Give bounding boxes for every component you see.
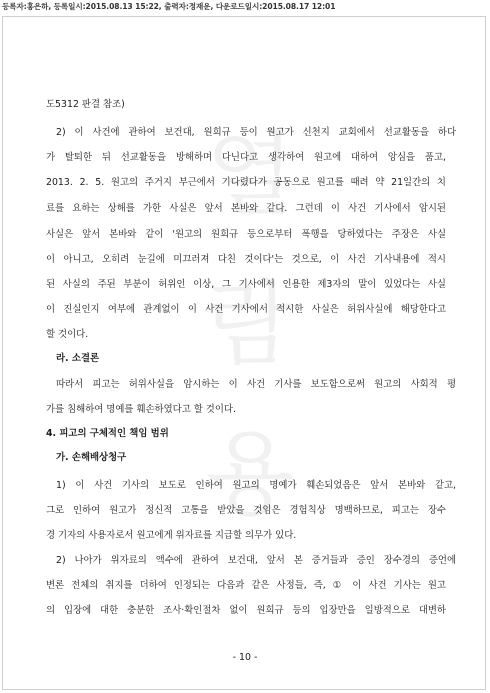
body-line: 이 진실인지 여부에 관계없이 이 사건 기사에서 적시한 사실은 허위사실에 해당한다고	[46, 304, 446, 315]
watermark-char-1: 열	[205, 121, 295, 228]
body-line: 2013. 2. 5. 원고의 주거지 부근에서 기다렸다가 공동으로 원고를 때려 약 21일간의 치	[46, 177, 446, 188]
body-line: 가를 침해하여 명예를 훼손하였다고 할 것이다.	[46, 404, 236, 415]
body-line: 가 탈퇴한 뒤 선교활동을 방해하며 다닌다고 생각하여 원고에 대하여 앙심을 품고,	[46, 152, 446, 163]
section-heading: 라. 소결론	[56, 353, 100, 364]
body-line: 1) 이 사건 기사의 보도로 인하여 원고의 명예가 훼손되었음은 앞서 본바와 같고,	[56, 480, 456, 491]
body-line: 사실은 앞서 본바와 같이 '원고의 원희규 등으로부터 폭행을 당하였다는 주장은 사실	[46, 229, 446, 240]
body-line: 의 입장에 대한 충분한 조사·확인절차 없이 원희규 등의 입장만을 일방적으로 대변하	[46, 605, 446, 616]
body-line: 변론 전체의 취지를 더하여 인정되는 다음과 같은 사정들, 즉, ① 이 사건 기사는 원고	[46, 580, 446, 591]
body-line: 그로 인하여 원고가 정신적 고통을 받았을 것임은 경험칙상 명백하므로, 피고는 장수	[46, 505, 446, 516]
body-line: 료를 요하는 상해를 가한 사실은 앞서 본바와 같다. 그런데 이 사건 기사에서 암시된	[46, 203, 446, 214]
body-line: 경 기자의 사용자로서 원고에게 위자료를 지급할 의무가 있다.	[46, 530, 297, 541]
body-line: 할 것이다.	[46, 329, 89, 340]
page-number: - 10 -	[232, 652, 258, 663]
body-line: 2) 이 사건에 관하여 보건대, 원희규 등이 원고가 신천지 교회에서 선교활동을 하다	[56, 127, 456, 138]
section-heading: 가. 손해배상청구	[56, 452, 127, 463]
watermark-char-3: 용	[205, 421, 295, 528]
body-line: 이 아니고, 오히려 눈길에 미끄러져 다친 것이다'는 것으로, 이 사건 기사내용에 적시	[46, 254, 446, 265]
body-line: 2) 나아가 위자료의 액수에 관하여 보건대, 앞서 본 증거들과 증인 장수경의 증언에	[56, 555, 456, 566]
body-line: 따라서 피고는 허위사실을 암시하는 이 사건 기사를 보도함으로써 원고의 사회적 평	[56, 379, 456, 390]
section-heading: 4. 피고의 구체적인 책임 범위	[46, 428, 169, 439]
document-header: 등록자:홍은하, 등록일시:2015.08.13 15:22, 출력자:정재운, 다운로드일시:2015.08.17 12:01	[2, 2, 336, 11]
body-line: 도5312 판결 참조)	[46, 99, 125, 110]
watermark-char-2: 람	[205, 271, 295, 378]
body-line: 된 사실의 주된 부분이 허위인 이상, 그 기사에서 인용한 제3자의 말이 있었다는 사실	[46, 279, 446, 290]
